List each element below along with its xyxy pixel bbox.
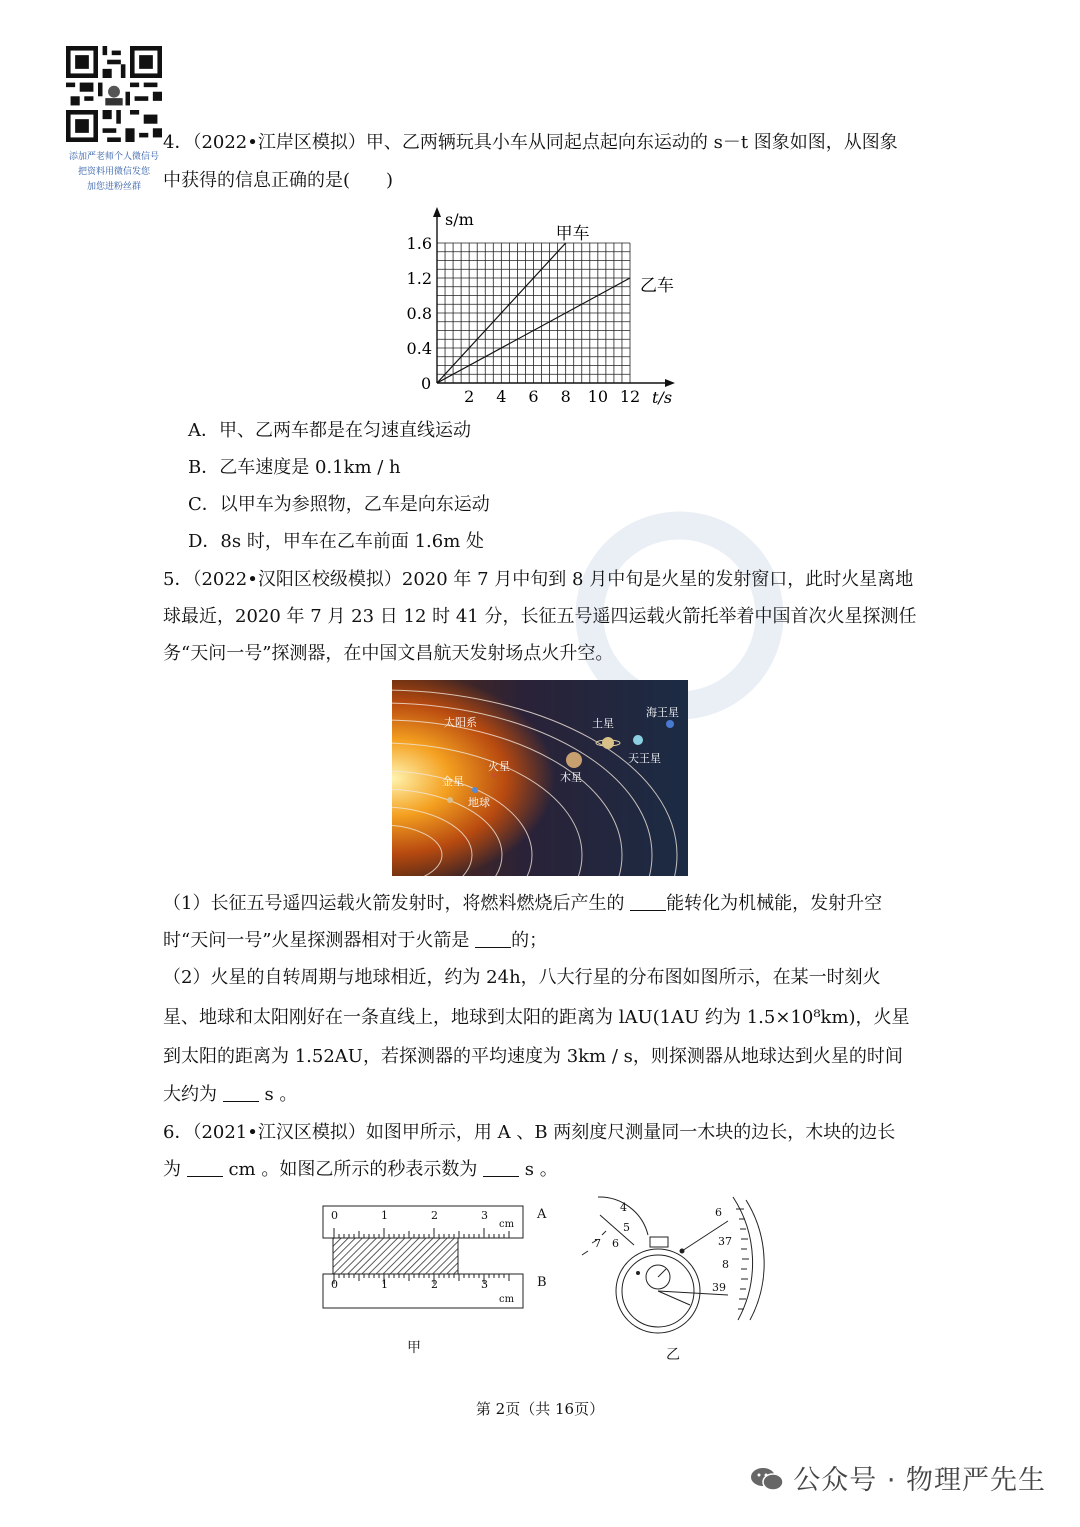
figure-jia-caption: 甲 (407, 1340, 421, 1356)
q4-stem-line1: 4．（2022•江岸区模拟）甲、乙两辆玩具小车从同起点起向东运动的 s－t 图象如图，从图象 (163, 132, 898, 153)
small-dial-label: 4 (620, 1201, 627, 1214)
ruler-b-label: B (537, 1275, 547, 1290)
solar-label-1: 金星 (442, 775, 464, 788)
q5-stem-line2: 球最近，2020 年 7 月 23 日 12 时 41 分，长征五号遥四运载火箭托举着中国首次火星探测任 (163, 606, 917, 627)
solar-label-4: 木星 (560, 771, 582, 784)
ruler-a-unit: cm (499, 1219, 515, 1230)
q5-part2-text-e: s 。 (258, 1084, 298, 1105)
qr-code-image (66, 46, 162, 142)
q4-stem-line2: 中获得的信息正确的是( ) (163, 170, 394, 191)
x-axis-label: t/s (652, 388, 673, 407)
y-tick-label: 0.4 (406, 339, 432, 358)
y-tick-label: 1.6 (406, 234, 432, 253)
q5-part2-line1: （2）火星的自转周期与地球相近，约为 24h，八大行星的分布图如图所示，在某一时刻火 (163, 967, 881, 988)
qr-caption-2: 把资料用微信发您 (77, 167, 150, 177)
stopwatch-figure (578, 1195, 778, 1370)
ruler-b-unit: cm (499, 1294, 515, 1305)
wechat-account-name: 公众号 · 物理严先生 (793, 1465, 1046, 1496)
qr-caption-3: 加您进粉丝群 (86, 182, 141, 192)
y-axis-arrow (433, 207, 441, 217)
large-dial-label: 8 (722, 1258, 729, 1271)
ruler-tick-label: 2 (431, 1278, 438, 1291)
y-tick-label: 0.8 (406, 304, 432, 323)
small-dial-label: 6 (612, 1237, 619, 1250)
page-footer: 第 2页（共 16页） (475, 1400, 605, 1418)
q5-stem-line3: 务“天问一号”探测器，在中国文昌航天发射场点火升空。 (163, 643, 614, 664)
q5-part2-line3: 到太阳的距离为 1.52AU，若探测器的平均速度为 3km / s，则探测器从地球达到火星的时间 (163, 1046, 903, 1067)
q6-stem-line1: 6．（2021•江汉区模拟）如图甲所示，用 A 、B 两刻度尺测量同一木块的边长，木块的边长 (163, 1122, 896, 1143)
x-tick-label: 4 (496, 387, 507, 406)
series-label-yi: 乙车 (640, 276, 674, 296)
q5-stem-line1: 5．（2022•汉阳区校级模拟）2020 年 7 月中旬到 8 月中旬是火星的发射窗口，此时火星离地 (163, 569, 914, 590)
q5-part1-text-c: 时“天问一号”火星探测器相对于火箭是 (163, 930, 476, 951)
q5-part1-line2 (163, 930, 547, 952)
origin-label: 0 (421, 374, 432, 393)
solar-label-3: 地球 (468, 796, 490, 809)
q6-blank-2 (483, 1161, 519, 1177)
wechat-icon (750, 1466, 784, 1492)
x-tick-label: 12 (619, 387, 641, 406)
solar-system-image (392, 680, 688, 876)
series-label-jia: 甲车 (555, 224, 590, 244)
y-tick-label: 1.2 (406, 269, 432, 288)
q5-part2-text-d: 大约为 (163, 1084, 223, 1105)
x-axis-arrow (665, 379, 675, 387)
ruler-tick-label: 1 (381, 1209, 388, 1222)
q6-text-b: cm 。如图乙所示的秒表示数为 (222, 1159, 484, 1180)
ruler-tick-label: 1 (381, 1278, 388, 1291)
q6-text-c: s 。 (519, 1159, 558, 1180)
q6-blank-1 (187, 1161, 223, 1177)
q4-option-c: C．以甲车为参照物，乙车是向东运动 (188, 494, 490, 515)
st-chart (400, 205, 700, 410)
solar-label-2: 火星 (488, 760, 510, 773)
solar-label-5: 土星 (592, 717, 614, 730)
x-tick-label: 2 (464, 387, 475, 406)
wechat-account (750, 1458, 1046, 1497)
q5-part1-text-b: 能转化为机械能，发射升空 (666, 893, 883, 914)
x-tick-label: 8 (560, 387, 571, 406)
x-tick-label: 6 (528, 387, 539, 406)
q6-stem-line2 (163, 1159, 558, 1181)
large-dial-label: 6 (715, 1206, 722, 1219)
ruler-a-label: A (537, 1207, 547, 1222)
ruler-tick-label: 0 (331, 1278, 338, 1291)
solar-label-6: 天王星 (628, 752, 661, 765)
q5-blank-2 (475, 932, 511, 948)
q6-text-a: 为 (163, 1159, 187, 1180)
q5-part1-text-d: 的； (511, 930, 548, 951)
ruler-tick-label: 3 (481, 1278, 488, 1291)
q5-blank-1 (630, 895, 666, 911)
x-tick-label: 10 (587, 387, 609, 406)
y-axis-label: s/m (445, 210, 474, 229)
ruler-tick-label: 3 (481, 1209, 488, 1222)
q4-option-d: D．8s 时，甲车在乙车前面 1.6m 处 (188, 531, 484, 552)
large-dial-label: 37 (718, 1235, 732, 1248)
ruler-tick-label: 2 (431, 1209, 438, 1222)
q5-part1-text-a: （1）长征五号遥四运载火箭发射时，将燃料燃烧后产生的 (163, 893, 631, 914)
q5-part2-line4 (163, 1084, 297, 1106)
q5-blank-3 (223, 1086, 259, 1102)
qr-caption-1: 添加严老师个人微信号 (68, 152, 159, 162)
q5-part2-line2: 星、地球和太阳刚好在一条直线上，地球到太阳的距离为 lAU(1AU 约为 1.5×10⁸km)，火星 (163, 1007, 910, 1028)
solar-label-0: 太阳系 (444, 716, 477, 729)
q5-part1-line1 (163, 893, 882, 915)
q4-option-b: B．乙车速度是 0.1km / h (188, 457, 401, 478)
solar-label-7: 海王星 (646, 706, 679, 719)
q4-option-a: A．甲、乙两车都是在匀速直线运动 (188, 420, 471, 441)
small-dial-label: 7 (594, 1237, 601, 1250)
ruler-tick-label: 0 (331, 1209, 338, 1222)
large-dial-label: 39 (712, 1281, 726, 1294)
figure-yi-caption: 乙 (666, 1347, 680, 1363)
ruler-figure (315, 1200, 565, 1360)
small-dial-label: 5 (623, 1221, 630, 1234)
